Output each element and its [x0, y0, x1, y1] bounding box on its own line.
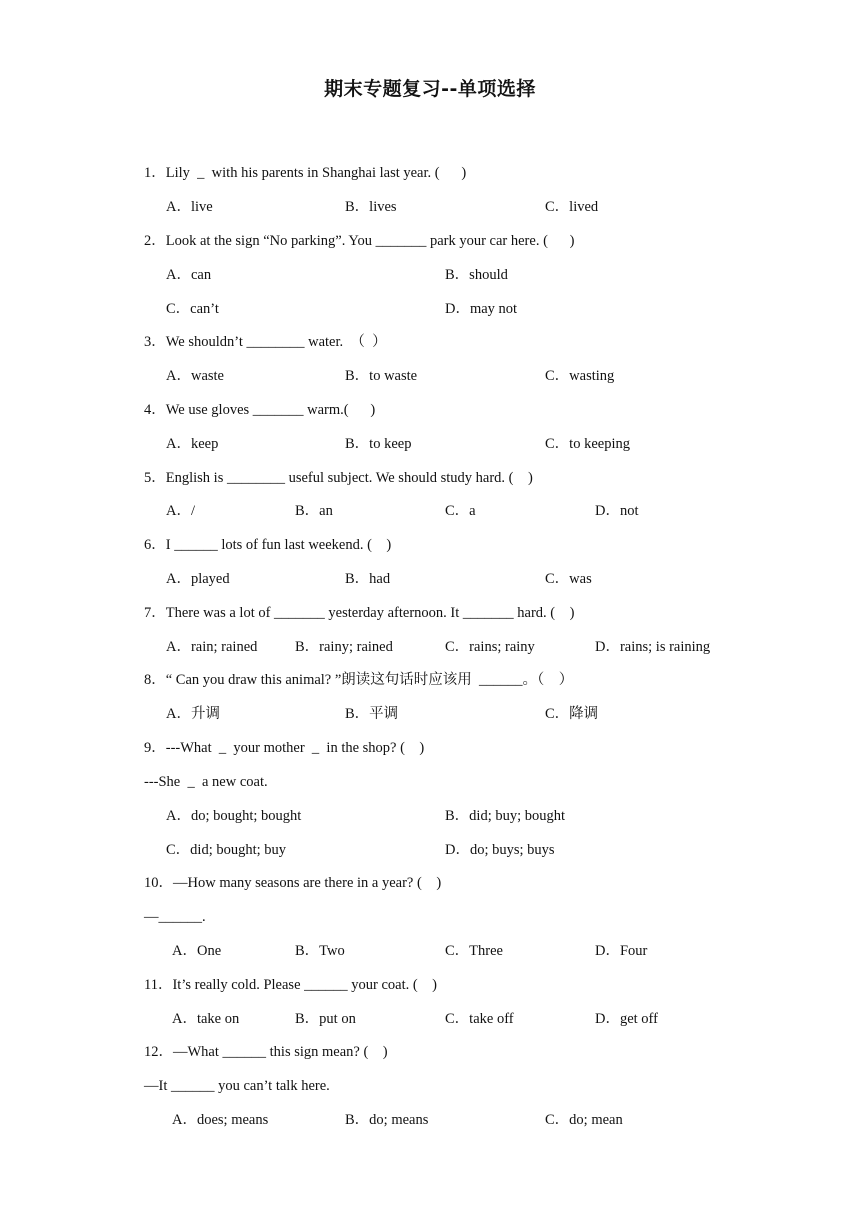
q1-option-c: C．lived: [545, 199, 599, 215]
q5-option-c: C．a: [445, 503, 476, 519]
q10-option-d: D．Four: [595, 943, 648, 959]
q10-option-a: A．One: [172, 943, 222, 959]
q3-option-b: B．to waste: [345, 368, 418, 384]
q6-option-b: B．had: [345, 571, 391, 587]
q11-option-a: A．take on: [172, 1011, 240, 1027]
q7-option-a: A．rain; rained: [166, 639, 258, 655]
q2-option-b: B．should: [445, 267, 508, 283]
q11-option-c: C．take off: [445, 1011, 514, 1027]
q7-option-d: D．rains; is raining: [595, 639, 711, 655]
question-7-text: 7．There was a lot of _______ yesterday afternoon. It _______ hard. ( ): [144, 605, 575, 621]
q5-option-b: B．an: [295, 503, 333, 519]
q2-option-a: A．can: [166, 267, 212, 283]
question-1-text: 1．Lily _ with his parents in Shanghai last year. ( ): [144, 165, 467, 181]
q8-option-b: B．平调: [345, 706, 399, 722]
question-8-text: 8．“ Can you draw this animal? ”朗读这句话时应该用 ______。（ ）: [144, 672, 574, 688]
q10-option-b: B．Two: [295, 943, 345, 959]
q1-option-a: A．live: [166, 199, 213, 215]
q11-option-b: B．put on: [295, 1011, 356, 1027]
q12-option-c: C．do; mean: [545, 1112, 623, 1128]
question-9-answer-line: ---She _ a new coat.: [144, 774, 268, 790]
q4-option-c: C．to keeping: [545, 436, 630, 452]
q10-option-c: C．Three: [445, 943, 503, 959]
q8-option-a: A．升调: [166, 706, 220, 722]
question-6-text: 6．I ______ lots of fun last weekend. ( ): [144, 537, 392, 553]
q5-option-d: D．not: [595, 503, 639, 519]
q8-option-c: C．降调: [545, 706, 599, 722]
page-title: 期末专题复习--单项选择: [324, 78, 536, 100]
q9-option-d: D．do; buys; buys: [445, 842, 555, 858]
q9-option-a: A．do; bought; bought: [166, 808, 302, 824]
q9-option-c: C．did; bought; buy: [166, 842, 287, 858]
question-12-answer-line: —It ______ you can’t talk here.: [144, 1078, 330, 1094]
q12-option-b: B．do; means: [345, 1112, 429, 1128]
q11-option-d: D．get off: [595, 1011, 658, 1027]
question-4-text: 4．We use gloves _______ warm.( ): [144, 402, 376, 418]
q7-option-c: C．rains; rainy: [445, 639, 535, 655]
question-10-text: 10．—How many seasons are there in a year? ( ): [144, 875, 442, 891]
question-11-text: 11．It’s really cold. Please ______ your coat. ( ): [144, 977, 438, 993]
question-9-text: 9．---What _ your mother _ in the shop? ( ): [144, 740, 425, 756]
q1-option-b: B．lives: [345, 199, 397, 215]
q6-option-a: A．played: [166, 571, 230, 587]
q7-option-b: B．rainy; rained: [295, 639, 393, 655]
q4-option-a: A．keep: [166, 436, 219, 452]
q6-option-c: C．was: [545, 571, 592, 587]
question-5-text: 5．English is ________ useful subject. We should study hard. ( ): [144, 470, 533, 486]
q4-option-b: B．to keep: [345, 436, 412, 452]
question-2-text: 2．Look at the sign “No parking”. You _______ park your car here. ( ): [144, 233, 575, 249]
question-3-text: 3．We shouldn’t ________ water. （ ）: [144, 334, 387, 350]
q3-option-a: A．waste: [166, 368, 224, 384]
q5-option-a: A．/: [166, 503, 195, 519]
q3-option-c: C．wasting: [545, 368, 615, 384]
q2-option-c: C．can’t: [166, 301, 219, 317]
question-10-answer-line: —______.: [144, 909, 206, 925]
q12-option-a: A．does; means: [172, 1112, 269, 1128]
q9-option-b: B．did; buy; bought: [445, 808, 566, 824]
q2-option-d: D．may not: [445, 301, 518, 317]
question-12-text: 12．—What ______ this sign mean? ( ): [144, 1044, 388, 1060]
